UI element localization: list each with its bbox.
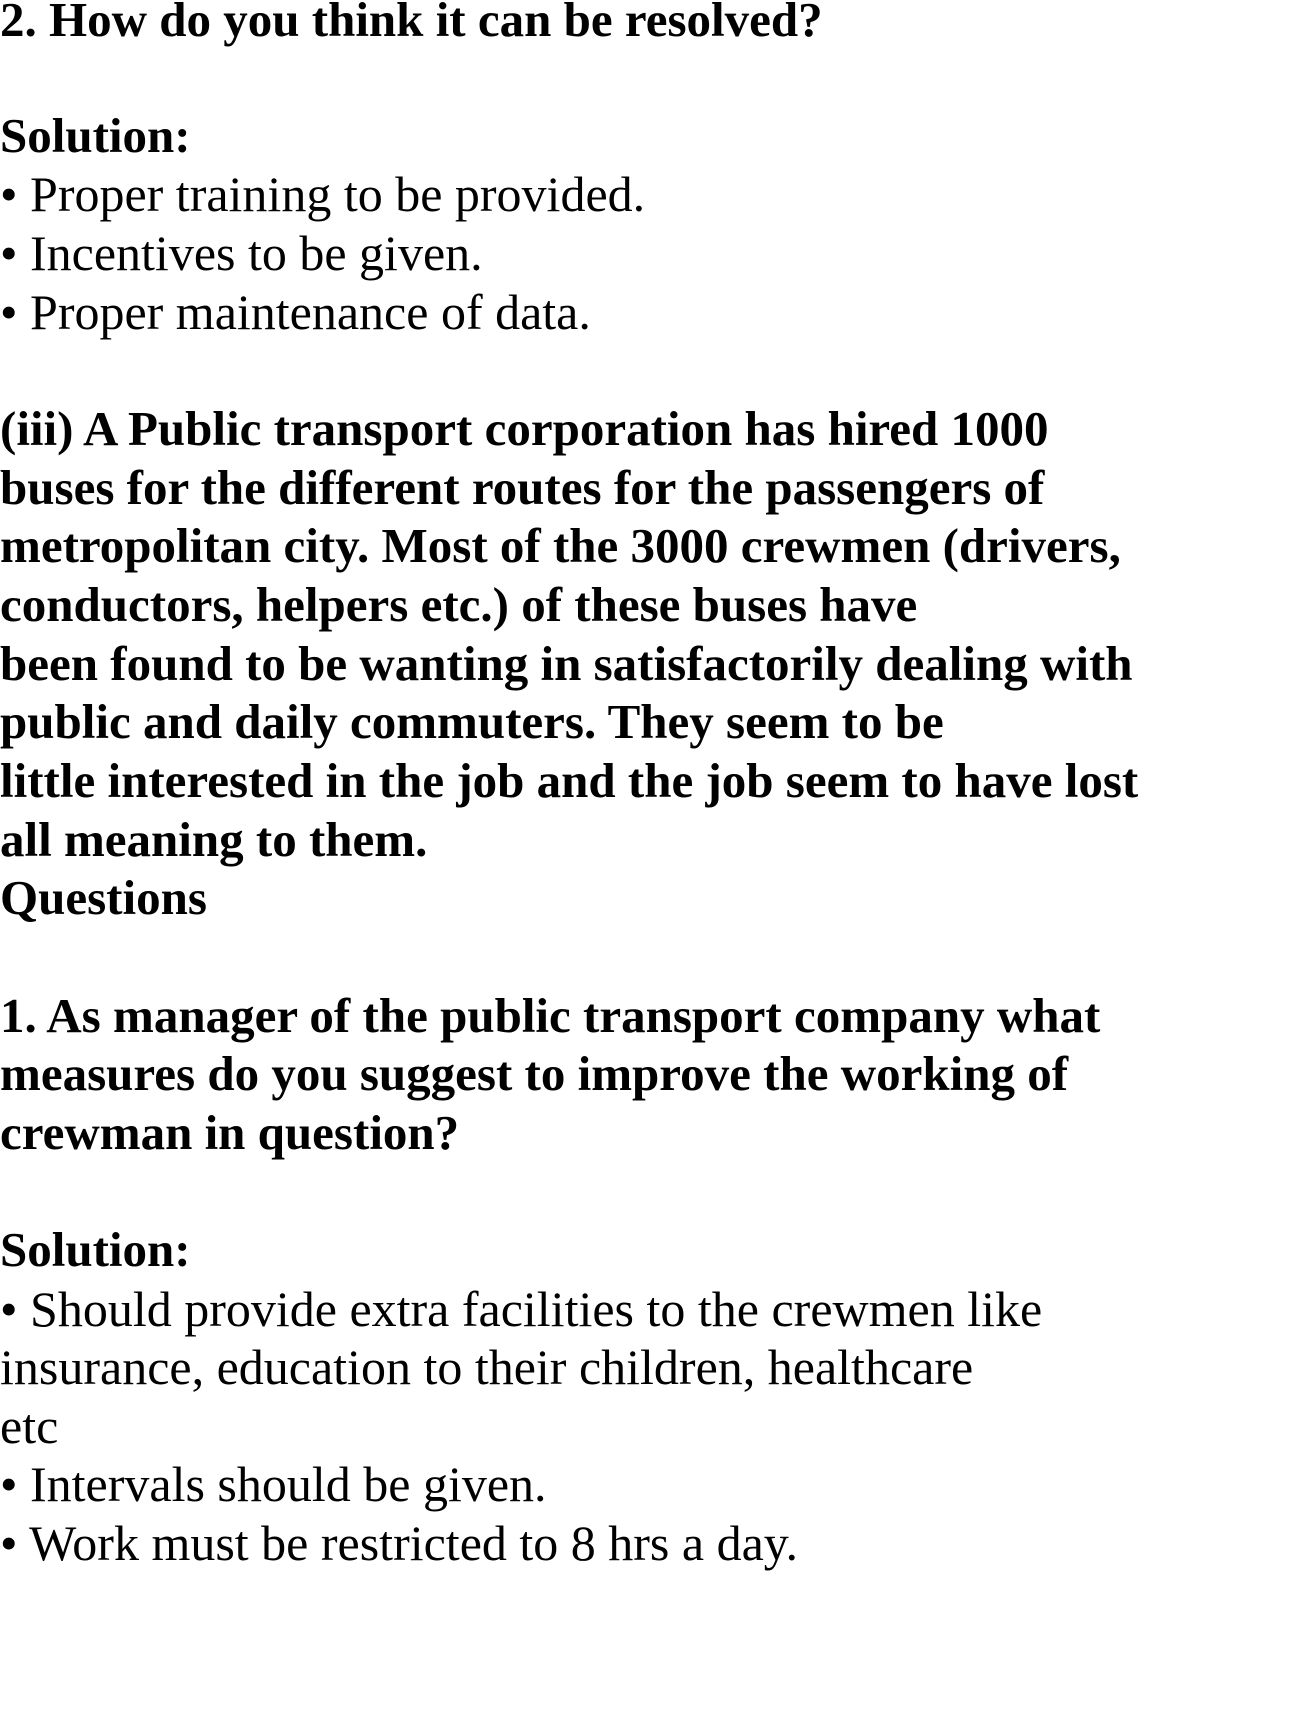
solution-1-label: Solution: bbox=[0, 108, 191, 163]
case-iii-line: metropolitan city. Most of the 3000 crewmen (drivers, bbox=[0, 518, 1121, 573]
solution-2-label: Solution: bbox=[0, 1222, 191, 1277]
solution-2-line: insurance, education to their children, healthcare bbox=[0, 1339, 974, 1395]
solution-2-line: etc bbox=[0, 1398, 59, 1454]
questions-label: Questions bbox=[0, 870, 207, 925]
solution-1-bullet: • Proper training to be provided. bbox=[0, 166, 646, 222]
solution-1-bullet: • Proper maintenance of data. bbox=[0, 284, 591, 340]
solution-1-bullet: • Incentives to be given. bbox=[0, 225, 483, 281]
case-iii-line: conductors, helpers etc.) of these buses have bbox=[0, 577, 918, 632]
solution-2-line: • Work must be restricted to 8 hrs a day. bbox=[0, 1515, 799, 1571]
question-1-line: 1. As manager of the public transport company what bbox=[0, 988, 1101, 1043]
case-iii-line: (iii) A Public transport corporation has hired 1000 bbox=[0, 401, 1049, 456]
question-2-heading: 2. How do you think it can be resolved? bbox=[0, 0, 823, 47]
question-1-line: crewman in question? bbox=[0, 1105, 460, 1160]
solution-2-line: • Intervals should be given. bbox=[0, 1456, 547, 1512]
case-iii-line: buses for the different routes for the passengers of bbox=[0, 460, 1045, 515]
question-1-line: measures do you suggest to improve the working of bbox=[0, 1046, 1069, 1101]
case-iii-line: all meaning to them. bbox=[0, 812, 428, 867]
case-iii-line: been found to be wanting in satisfactorily dealing with bbox=[0, 636, 1133, 691]
solution-2-line: • Should provide extra facilities to the crewmen like bbox=[0, 1281, 1043, 1337]
case-iii-line: little interested in the job and the job seem to have lost bbox=[0, 753, 1139, 808]
case-iii-line: public and daily commuters. They seem to be bbox=[0, 694, 944, 749]
